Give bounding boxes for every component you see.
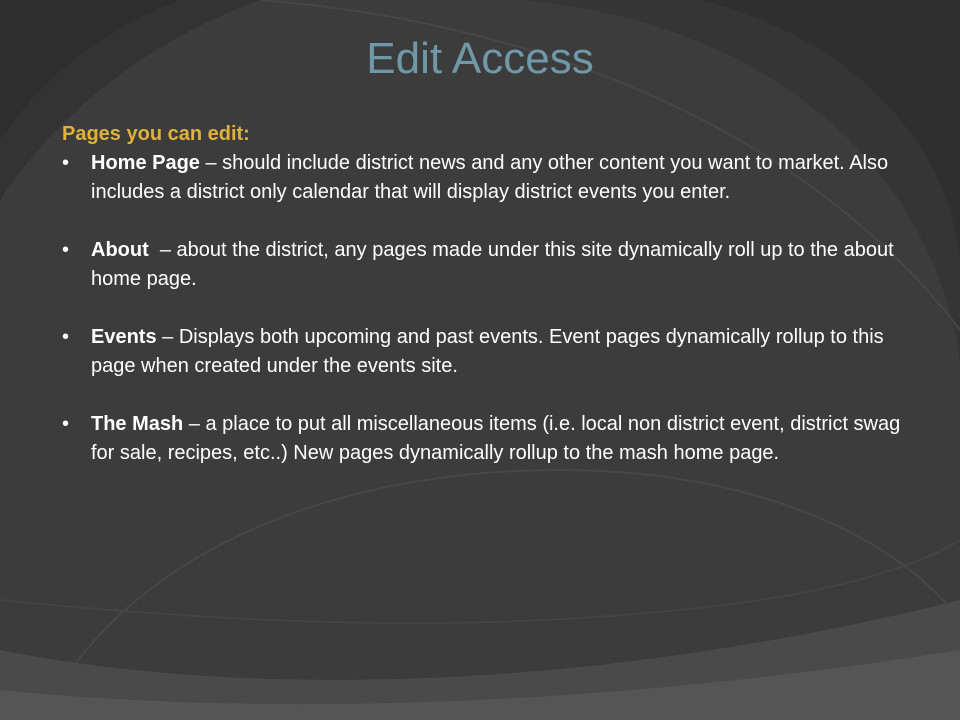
item-description: – should include district news and any other content you want to market. Also includes a district only calendar that will display district events you enter. — [91, 152, 889, 203]
item-description: – a place to put all miscellaneous items (i.e. local non district event, district swag for sale, recipes, etc..) New pages dynamically rollup to the mash home page. — [91, 413, 901, 464]
pages-list — [62, 149, 902, 468]
item-name: Events — [91, 326, 157, 348]
bullet-icon: • — [62, 239, 70, 261]
list-item-home-page — [62, 149, 902, 207]
item-description: – about the district, any pages made under this site dynamically roll up to the about home page. — [91, 239, 900, 290]
list-item-events — [62, 323, 902, 381]
bullet-icon: • — [62, 413, 70, 435]
slide-content — [62, 120, 902, 497]
list-item-about — [62, 236, 902, 294]
slide-title: Edit Access — [366, 34, 594, 83]
bullet-icon: • — [62, 152, 70, 174]
item-name: The Mash — [91, 413, 184, 435]
bullet-icon: • — [62, 326, 70, 348]
item-name: Home Page — [91, 152, 200, 174]
section-heading: Pages you can edit: — [62, 123, 250, 145]
item-name: About — [91, 239, 149, 261]
list-item-the-mash — [62, 410, 902, 468]
item-description: – Displays both upcoming and past events. Event pages dynamically rollup to this page when created under the events site. — [91, 326, 884, 377]
